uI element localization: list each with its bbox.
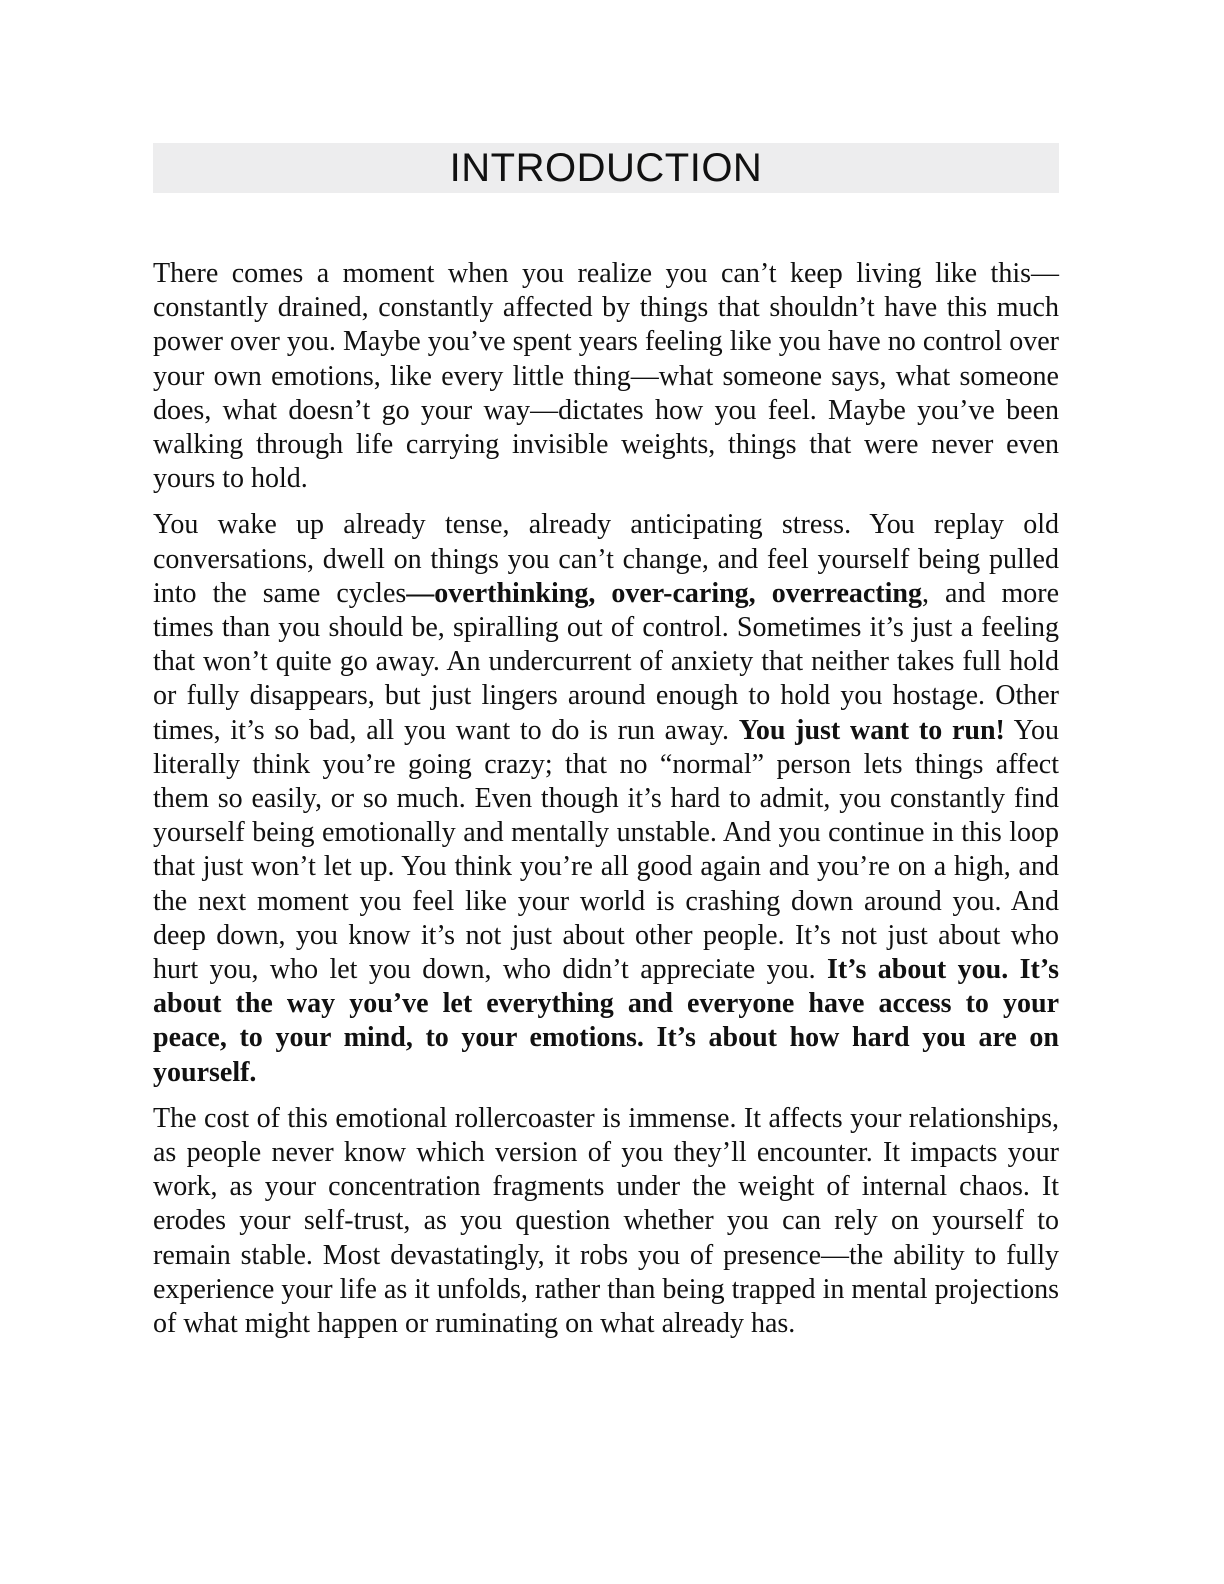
chapter-heading-bar	[153, 143, 1059, 193]
text-run: You literally think you’re going crazy; that no “normal” person lets things affect them so easily, or so much. Even though it’s hard to admit, you constantly find yourself being emotionally and mentally unstable. And you continue in this loop that just won’t let up. You think you’re all good again and you’re on a high, and the next moment you feel like your world is crashing down around you. And deep down, you know it’s not just about other people. It’s not just about who hurt you, who let you down, who didn’t appreciate you.	[153, 714, 1059, 986]
paragraph-3	[153, 1102, 1059, 1341]
text-run: You wake up already tense, already anticipating stress. You replay old conversations, dwell on things you can’t change, and feel yourself being pulled into the same cycles	[153, 509, 1059, 609]
chapter-title: INTRODUCTION	[449, 146, 763, 190]
paragraph-2	[153, 508, 1059, 1089]
text-run: The cost of this emotional rollercoaster is immense. It affects your relationships, as people never know which version of you they’ll encounter. It impacts your work, as your concentration fragments under the weight of internal chaos. It erodes your self-trust, as you question whether you can rely on yourself to remain stable. Most devastatingly, it robs you of presence—the ability to fully experience your life as it unfolds, rather than being trapped in mental projections of what might happen or ruminating on what already has.	[153, 1102, 1059, 1340]
bold-text-run: It’s about you. It’s about the way you’ve let everything and everyone have access to your peace, to your mind, to your emotions. It’s about how hard you are on yourself.	[153, 954, 1059, 1088]
body-text	[153, 257, 1059, 1341]
document-page	[153, 143, 1059, 1353]
paragraph-1	[153, 257, 1059, 496]
bold-text-run: —overthinking, over-caring, overreacting	[406, 577, 923, 609]
bold-text-run: You just want to run!	[738, 714, 1005, 746]
text-run: , and more times than you should be, spiralling out of control. Sometimes it’s just a feeling that won’t quite go away. An undercurrent of anxiety that neither takes full hold or fully disappears, but just lingers around enough to hold you hostage. Other times, it’s so bad, all you want to do is run away.	[153, 577, 1059, 746]
text-run: There comes a moment when you realize you can’t keep living like this—constantly drained, constantly affected by things that shouldn’t have this much power over you. Maybe you’ve spent years feeling like you have no control over your own emotions, like every little thing—what someone says, what someone does, what doesn’t go your way—dictates how you feel. Maybe you’ve been walking through life carrying invisible weights, things that were never even yours to hold.	[153, 258, 1059, 495]
